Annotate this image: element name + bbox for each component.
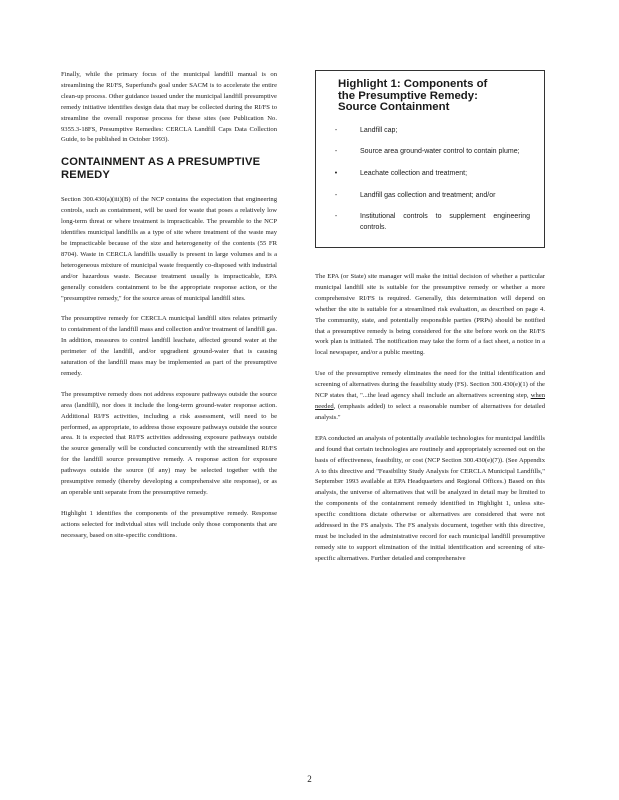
- list-item: [330, 191, 530, 202]
- list-item: [330, 169, 530, 180]
- paragraph: Highlight 1 identifies the components of the presumptive remedy. Response actions selected for individual sites will include only those components that are necessary, based on site-specific conditions.: [61, 509, 277, 539]
- list-item-text: Source area ground-water control to contain plume;: [360, 148, 520, 156]
- list-item-text: Leachate collection and treatment;: [360, 169, 468, 177]
- list-item: [330, 126, 530, 137]
- list-item: [330, 212, 530, 233]
- paragraph: The presumptive remedy for CERCLA municipal landfill sites relates primarily to containment of the landfill mass and collection and/or treatment of landfill gas. In addition, measures to control landfill leachate, affected ground water at the perimeter of the landfill, and/or upgradient ground-water that is causing saturation of the landfill mass may be implemented as part of the presumptive remedy.: [61, 315, 277, 377]
- page-number: 2: [307, 774, 312, 784]
- bullet-dash: -: [334, 213, 338, 221]
- bullet-dash: -: [334, 126, 338, 134]
- emphasis-underline: when needed: [315, 392, 545, 410]
- highlight-title-line: Highlight 1: Components of: [338, 78, 488, 90]
- paragraph-text: , (emphasis added) to select a reasonable number of alternatives for detailed analysis.": [315, 402, 545, 421]
- intro-paragraph: Finally, while the primary focus of the municipal landfill manual is on streamlining the RI/FS, Superfund's goal under SACM is to accelerate the entire clean-up process. Other guidance issued under the municipal landfill presumptive remedy initiative identifies design data that may be collected during the RI/FS to streamline the overall response process for these sites (see Publication No. 9355.3-18FS, Presumptive Remedies: CERCLA Landfill Caps Data Collection Guide, to be published in October 1993).: [61, 71, 277, 144]
- list-item-text: Landfill cap;: [360, 126, 398, 134]
- paragraph: [315, 369, 545, 424]
- highlight-list: [330, 126, 530, 234]
- paragraph: Section 300.430(a)(iii)(B) of the NCP contains the expectation that engineering controls, such as containment, will be used for waste that poses a relatively low long-term threat or where treatment is impracticable. The preamble to the NCP identifies municipal landfills as a type of site where treatment of the waste may be impracticable because of the size and heterogeneity of the contents (55 FR 8704). Waste in CERCLA landfills usually is present in large volumes and is a heterogeneous mixture of municipal waste frequently co-disposed with industrial and/or hazardous waste. Because treatment usually is impracticable, EPA generally considers containment to be the appropriate response action, or the "presumptive remedy," for the source areas of municipal landfill sites.: [61, 196, 277, 302]
- section-heading: CONTAINMENT AS A PRESUMPTIVE REMEDY: [61, 156, 261, 182]
- highlight-title: [338, 79, 530, 114]
- bullet-dot: •: [334, 169, 338, 177]
- left-column: [61, 70, 277, 552]
- paragraph: EPA conducted an analysis of potentially available technologies for municipal landfills and found that certain technologies are routinely and appropriately screened out on the basis of effectiveness, feasibility, or cost (NCP Section 300.430(e)(7)). (See Appendix A to this directive and "Feasibility Study Analysis for CERCLA Municipal Landfills," September 1993 available at EPA Headquarters and Regional Offices.) Based on this analysis, the universe of alternatives that will be analyzed in detail may be limited to the components of the containment remedy identified in Highlight 1, unless site-specific conditions dictate otherwise or alternatives are considered that were not addressed in the FS analysis. The FS analysis document, together with this directive, must be included in the administrative record for each municipal landfill presumptive remedy site to support elimination of the initial identification and screening of site-specific alternatives. Further detailed and comprehensive: [315, 434, 545, 562]
- paragraph-text: Use of the presumptive remedy eliminates the need for the initial identification and screening of alternatives during the feasibility study (FS). Section 300.430(e)(1) of the NCP states that, "...the lead agency shall include an alternatives screening step,: [315, 370, 545, 400]
- paragraph: The EPA (or State) site manager will make the initial decision of whether a particular municipal landfill site is suitable for the presumptive remedy or whether a more comprehensive RI/FS is required. Generally, this determination will depend on whether the site is suitable for a streamlined risk evaluation, as described on page 4. The community, state, and potentially responsible parties (PRPs) should be notified that a presumptive remedy is being considered for the site before work on the RI/FS work plan is initiated. The notification may take the form of a fact sheet, a notice in a local newspaper, and/or a public meeting.: [315, 273, 545, 357]
- bullet-dash: -: [334, 148, 338, 156]
- bullet-dash: -: [334, 191, 338, 199]
- list-item-text: Landfill gas collection and treatment; and/or: [360, 191, 496, 199]
- highlight-box: [315, 70, 545, 248]
- highlight-title-line: Source Containment: [338, 101, 450, 114]
- highlight-title-line: the Presumptive Remedy:: [338, 89, 478, 102]
- list-item-text: Institutional controls to supplement engineering controls.: [360, 213, 530, 231]
- right-column: [315, 70, 545, 575]
- list-item: [330, 147, 530, 158]
- paragraph: The presumptive remedy does not address exposure pathways outside the source area (landfill), nor does it include the long-term ground-water response action. Additional RI/FS activities, including a risk assessment, will need to be performed, as appropriate, to address those exposure pathways outside the source area. It is expected that RI/FS activities addressing exposure pathways outside the source generally will be conducted concurrently with the streamlined RI/FS for the landfill source presumptive remedy. A response action for exposure pathways outside the source (if any) may be selected together with the presumptive remedy (thereby developing a comprehensive site response), or as an operable unit separate from the presumptive remedy.: [61, 390, 277, 496]
